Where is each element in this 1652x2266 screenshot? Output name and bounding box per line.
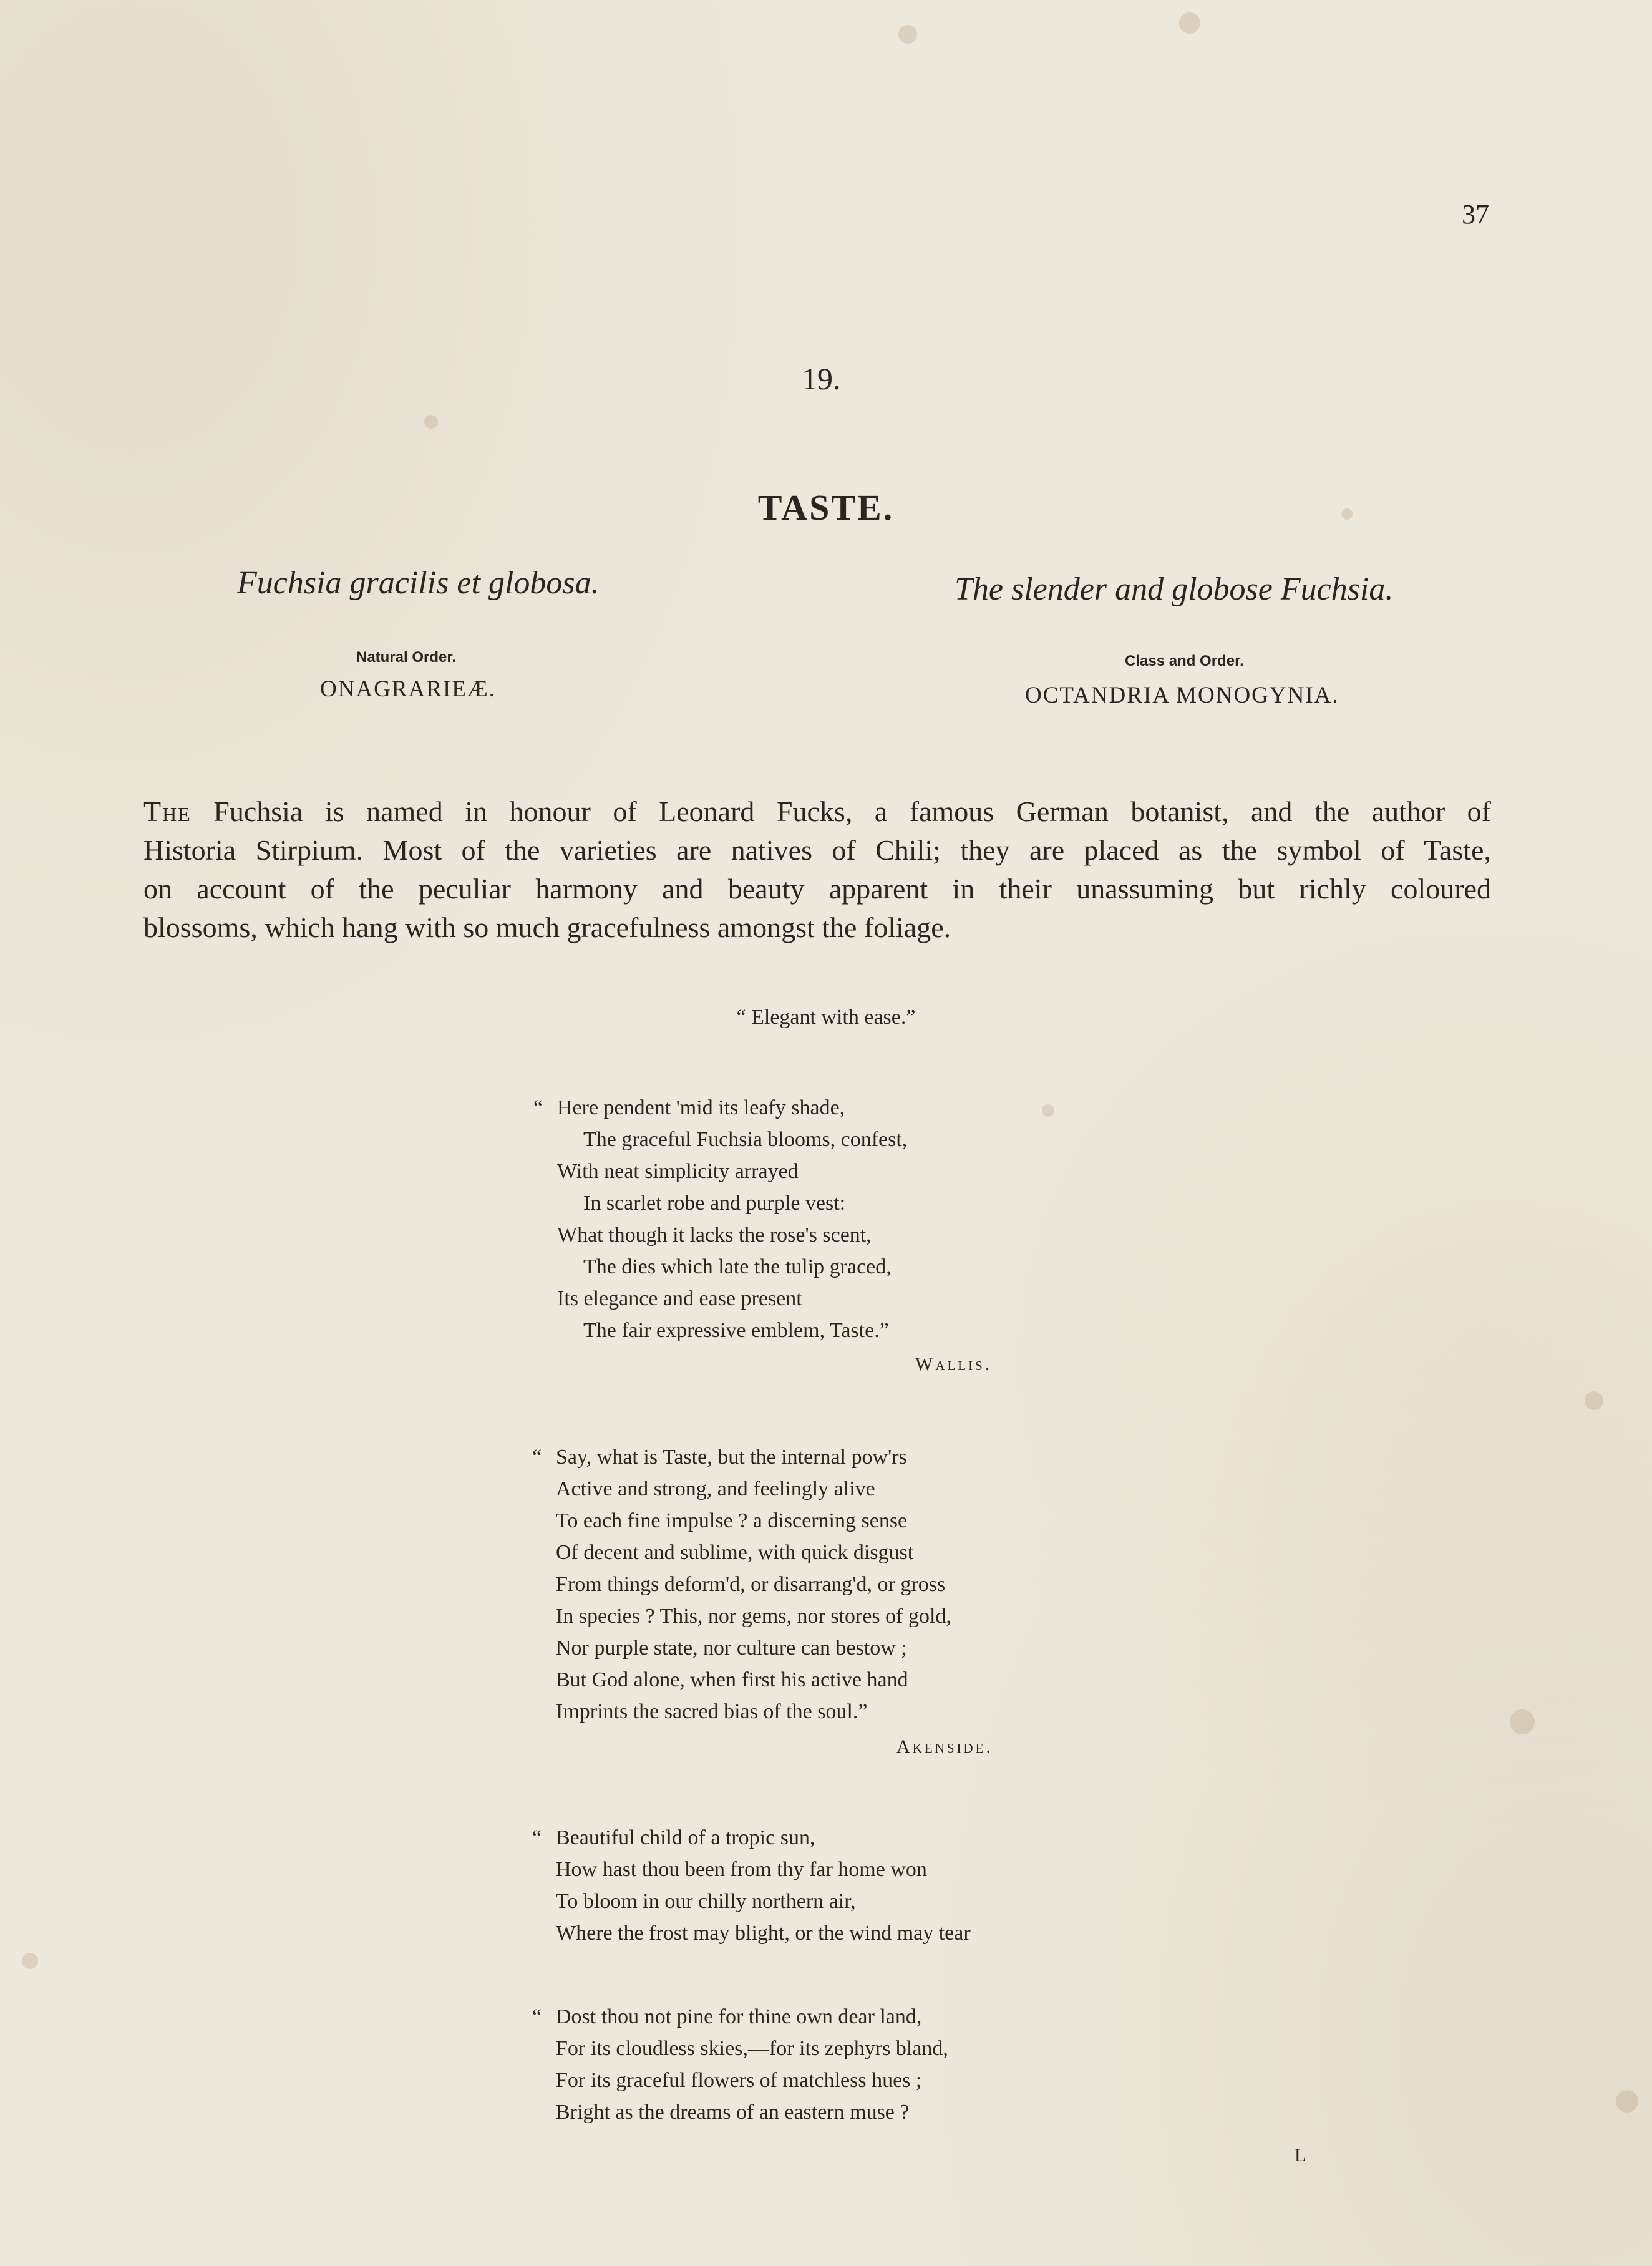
- poem-author-akenside: Akenside.: [896, 1736, 993, 1757]
- poem-line: To each fine impulse ? a discerning sense: [556, 1509, 908, 1532]
- poem-line: Active and strong, and feelingly alive: [556, 1477, 875, 1500]
- poem-line: Bright as the dreams of an eastern muse ?: [556, 2101, 910, 2124]
- poem-line: Nor purple state, nor culture can bestow ;: [556, 1636, 907, 1660]
- signature-mark: L: [1295, 2145, 1306, 2166]
- open-quote: “: [532, 1826, 542, 1849]
- natural-order-label: Natural Order.: [356, 649, 457, 666]
- poem-fourth: [532, 2001, 948, 2128]
- poem-line: The fair expressive emblem, Taste.”: [583, 1319, 889, 1342]
- open-quote: “: [532, 1446, 542, 1469]
- poem-line: From things deform'd, or disarrang'd, or gross: [556, 1573, 946, 1596]
- prose-line: The Fuchsia is named in honour of Leonard Fucks, a famous German botanist, and the author of: [143, 795, 1491, 827]
- class-order-label: Class and Order.: [1125, 653, 1244, 669]
- prose-line: blossoms, which hang with so much gracefulness amongst the foliage.: [143, 912, 951, 943]
- class-order-value: OCTANDRIA MONOGYNIA.: [1025, 683, 1339, 708]
- poem-line: For its cloudless skies,—for its zephyrs bland,: [556, 2037, 948, 2060]
- poem-line: In scarlet robe and purple vest:: [583, 1192, 846, 1215]
- page-title: TASTE.: [757, 487, 895, 528]
- poem-line: In species ? This, nor gems, nor stores of gold,: [556, 1605, 951, 1628]
- natural-order-value: ONAGRARIEÆ.: [320, 676, 497, 702]
- poem-wallis: [533, 1092, 908, 1346]
- open-quote: “: [533, 1096, 543, 1119]
- motto: “ Elegant with ease.”: [736, 1006, 916, 1029]
- poem-line: With neat simplicity arrayed: [557, 1160, 799, 1183]
- poem-third: [532, 1822, 971, 1949]
- poem-line: For its graceful flowers of matchless hues ;: [556, 2069, 922, 2092]
- poem-line: Say, what is Taste, but the internal pow'rs: [556, 1446, 907, 1469]
- poem-akenside: [532, 1441, 951, 1728]
- poem-line: Imprints the sacred bias of the soul.”: [556, 1700, 868, 1723]
- poem-line: What though it lacks the rose's scent,: [557, 1223, 872, 1247]
- poem-line: The dies which late the tulip graced,: [583, 1255, 892, 1278]
- page-number: 37: [1462, 199, 1489, 230]
- prose-lead-word: The: [143, 795, 192, 827]
- poem-author-wallis: Wallis.: [915, 1354, 993, 1374]
- poem-line: The graceful Fuchsia blooms, confest,: [583, 1128, 908, 1151]
- poem-line: Of decent and sublime, with quick disgust: [556, 1541, 914, 1564]
- poem-line: But God alone, when first his active hand: [556, 1668, 908, 1691]
- open-quote: “: [532, 2005, 542, 2028]
- prose-line: on account of the peculiar harmony and beauty apparent in their unassuming but richly coloured: [143, 873, 1491, 905]
- poem-line: Its elegance and ease present: [557, 1287, 802, 1310]
- section-number: 19.: [802, 361, 841, 396]
- poem-line: Beautiful child of a tropic sun,: [556, 1826, 815, 1849]
- latin-name: Fuchsia gracilis et globosa.: [237, 565, 600, 601]
- poem-line: Where the frost may blight, or the wind may tear: [556, 1922, 971, 1945]
- prose-line: Historia Stirpium. Most of the varieties are natives of Chili; they are placed as the symbol of Taste,: [143, 834, 1491, 866]
- poem-line: How hast thou been from thy far home won: [556, 1858, 927, 1881]
- poem-line: Here pendent 'mid its leafy shade,: [557, 1096, 845, 1119]
- poem-line: To bloom in our chilly northern air,: [556, 1890, 856, 1913]
- english-name: The slender and globose Fuchsia.: [955, 571, 1394, 607]
- poem-line: Dost thou not pine for thine own dear land,: [556, 2005, 922, 2028]
- description-paragraph: [143, 792, 1491, 947]
